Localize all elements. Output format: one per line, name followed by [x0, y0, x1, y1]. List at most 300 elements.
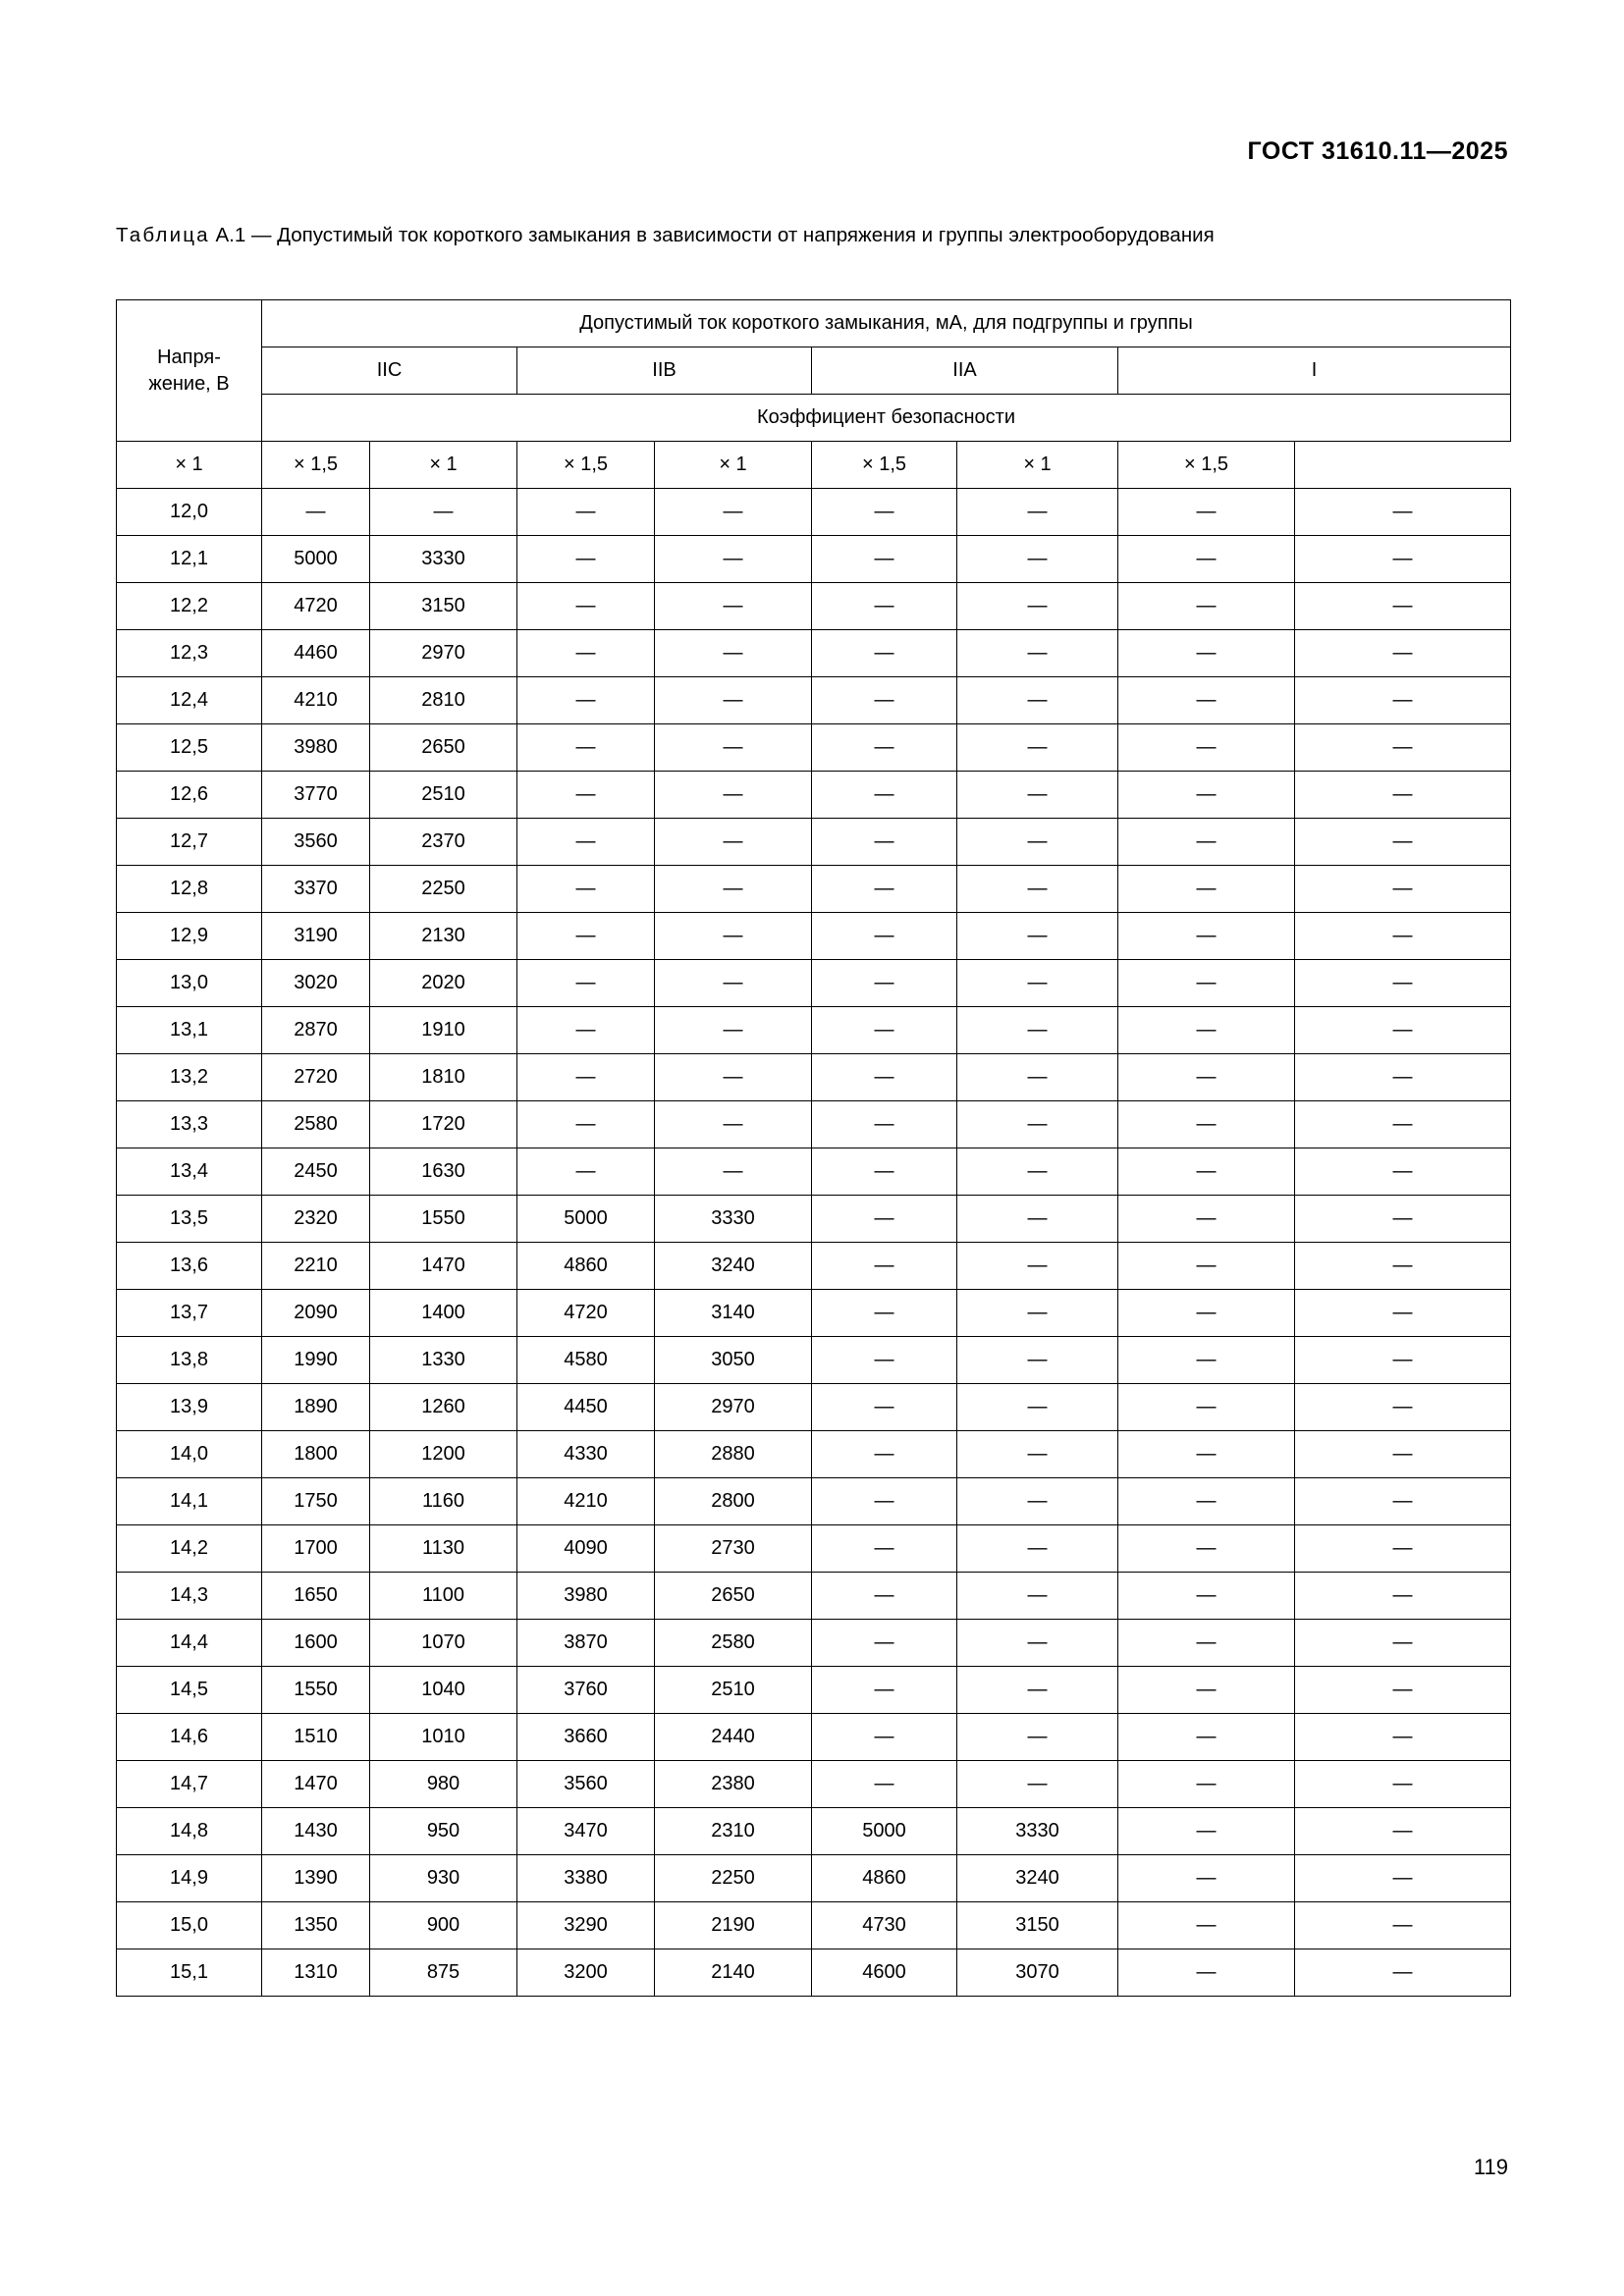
cell-current-4: —: [812, 866, 957, 913]
cell-current-4: —: [812, 489, 957, 536]
cell-current-5: —: [957, 1243, 1118, 1290]
header-factor-3: × 1,5: [517, 442, 655, 489]
cell-current-1: 1010: [370, 1714, 517, 1761]
cell-current-6: —: [1118, 1525, 1295, 1573]
cell-current-2: —: [517, 1054, 655, 1101]
cell-current-2: —: [517, 677, 655, 724]
table-header: [117, 300, 1511, 489]
cell-current-0: 3020: [262, 960, 370, 1007]
table-header-row-4: [117, 442, 1511, 489]
cell-current-3: —: [655, 819, 812, 866]
cell-current-5: —: [957, 1714, 1118, 1761]
table-row: [117, 536, 1511, 583]
cell-current-5: —: [957, 724, 1118, 772]
cell-current-1: —: [370, 489, 517, 536]
table-a1: [116, 299, 1511, 1997]
cell-current-7: —: [1295, 1054, 1511, 1101]
table-row: [117, 1573, 1511, 1620]
cell-current-2: —: [517, 1007, 655, 1054]
cell-current-3: 3330: [655, 1196, 812, 1243]
cell-current-6: —: [1118, 1337, 1295, 1384]
cell-current-2: 4090: [517, 1525, 655, 1573]
cell-current-4: —: [812, 1667, 957, 1714]
cell-current-6: —: [1118, 1054, 1295, 1101]
cell-voltage: 14,8: [117, 1808, 262, 1855]
cell-current-3: 2140: [655, 1949, 812, 1997]
cell-current-1: 1910: [370, 1007, 517, 1054]
cell-voltage: 13,2: [117, 1054, 262, 1101]
cell-voltage: 14,1: [117, 1478, 262, 1525]
cell-current-0: 1990: [262, 1337, 370, 1384]
cell-current-7: —: [1295, 1949, 1511, 1997]
cell-current-3: 2310: [655, 1808, 812, 1855]
cell-current-4: —: [812, 1525, 957, 1573]
cell-current-2: —: [517, 960, 655, 1007]
cell-current-7: —: [1295, 1667, 1511, 1714]
table-row: [117, 1902, 1511, 1949]
cell-current-1: 1130: [370, 1525, 517, 1573]
cell-current-1: 2020: [370, 960, 517, 1007]
cell-current-6: —: [1118, 1384, 1295, 1431]
cell-current-0: 1350: [262, 1902, 370, 1949]
cell-current-2: 4720: [517, 1290, 655, 1337]
cell-voltage: 13,1: [117, 1007, 262, 1054]
cell-current-0: 2720: [262, 1054, 370, 1101]
cell-current-4: —: [812, 677, 957, 724]
cell-current-3: 2730: [655, 1525, 812, 1573]
cell-current-0: 4210: [262, 677, 370, 724]
cell-voltage: 14,0: [117, 1431, 262, 1478]
cell-current-5: —: [957, 1196, 1118, 1243]
cell-current-1: 2370: [370, 819, 517, 866]
cell-current-1: 2650: [370, 724, 517, 772]
cell-current-1: 1200: [370, 1431, 517, 1478]
cell-current-3: —: [655, 960, 812, 1007]
cell-current-1: 930: [370, 1855, 517, 1902]
cell-current-5: —: [957, 1101, 1118, 1148]
cell-current-7: —: [1295, 1101, 1511, 1148]
cell-current-2: —: [517, 1148, 655, 1196]
cell-current-7: —: [1295, 677, 1511, 724]
cell-current-5: —: [957, 1431, 1118, 1478]
cell-current-2: —: [517, 1101, 655, 1148]
page-header-standard: ГОСТ 31610.11—2025: [1247, 137, 1508, 165]
cell-current-2: —: [517, 913, 655, 960]
cell-current-6: —: [1118, 1761, 1295, 1808]
cell-current-6: —: [1118, 536, 1295, 583]
cell-current-0: 1390: [262, 1855, 370, 1902]
cell-current-0: 1430: [262, 1808, 370, 1855]
cell-current-6: —: [1118, 819, 1295, 866]
header-voltage: [117, 300, 262, 442]
cell-current-1: 1160: [370, 1478, 517, 1525]
cell-current-0: 1550: [262, 1667, 370, 1714]
cell-current-4: —: [812, 630, 957, 677]
cell-voltage: 14,4: [117, 1620, 262, 1667]
cell-current-0: 3560: [262, 819, 370, 866]
cell-current-2: —: [517, 819, 655, 866]
cell-current-5: —: [957, 960, 1118, 1007]
cell-current-2: —: [517, 489, 655, 536]
cell-current-5: —: [957, 772, 1118, 819]
cell-current-4: 4860: [812, 1855, 957, 1902]
cell-voltage: 14,9: [117, 1855, 262, 1902]
header-group-iib: IIB: [517, 347, 812, 395]
cell-current-3: 2190: [655, 1902, 812, 1949]
cell-current-5: —: [957, 583, 1118, 630]
table-row: [117, 1101, 1511, 1148]
cell-current-2: —: [517, 772, 655, 819]
cell-current-1: 1550: [370, 1196, 517, 1243]
cell-current-7: —: [1295, 960, 1511, 1007]
cell-current-3: 2800: [655, 1478, 812, 1525]
table-a1-container: [116, 299, 1510, 1997]
cell-current-0: 1310: [262, 1949, 370, 1997]
cell-current-4: —: [812, 1714, 957, 1761]
cell-current-1: 1720: [370, 1101, 517, 1148]
cell-current-7: —: [1295, 1290, 1511, 1337]
header-group-i: I: [1118, 347, 1511, 395]
cell-current-5: —: [957, 1007, 1118, 1054]
cell-current-5: —: [957, 1478, 1118, 1525]
cell-current-7: —: [1295, 866, 1511, 913]
header-factor-5: × 1,5: [812, 442, 957, 489]
table-caption-text: А.1 — Допустимый ток короткого замыкания в зависимости от напряжения и группы электрооборудования: [215, 224, 1215, 246]
cell-current-6: —: [1118, 1808, 1295, 1855]
cell-current-7: —: [1295, 1478, 1511, 1525]
cell-current-1: 900: [370, 1902, 517, 1949]
cell-current-2: 4210: [517, 1478, 655, 1525]
cell-current-4: —: [812, 1290, 957, 1337]
cell-current-1: 980: [370, 1761, 517, 1808]
table-row: [117, 772, 1511, 819]
cell-current-6: —: [1118, 1902, 1295, 1949]
table-row: [117, 1808, 1511, 1855]
table-row: [117, 489, 1511, 536]
cell-current-0: 5000: [262, 536, 370, 583]
cell-current-5: 3150: [957, 1902, 1118, 1949]
cell-current-7: —: [1295, 1855, 1511, 1902]
table-row: [117, 1148, 1511, 1196]
cell-current-2: 3560: [517, 1761, 655, 1808]
cell-current-5: —: [957, 819, 1118, 866]
cell-current-1: 1070: [370, 1620, 517, 1667]
page-number: 119: [1473, 2155, 1508, 2179]
cell-current-3: 2440: [655, 1714, 812, 1761]
cell-current-2: —: [517, 630, 655, 677]
cell-current-7: —: [1295, 1384, 1511, 1431]
cell-current-5: —: [957, 1667, 1118, 1714]
cell-current-0: 1600: [262, 1620, 370, 1667]
cell-voltage: 13,4: [117, 1148, 262, 1196]
cell-current-6: —: [1118, 1949, 1295, 1997]
cell-current-7: —: [1295, 536, 1511, 583]
cell-current-7: —: [1295, 1573, 1511, 1620]
cell-current-6: —: [1118, 772, 1295, 819]
table-row: [117, 1761, 1511, 1808]
cell-current-7: —: [1295, 913, 1511, 960]
cell-current-7: —: [1295, 1337, 1511, 1384]
cell-voltage: 12,5: [117, 724, 262, 772]
cell-current-4: —: [812, 1431, 957, 1478]
table-row: [117, 1007, 1511, 1054]
cell-current-3: 3050: [655, 1337, 812, 1384]
cell-current-5: —: [957, 913, 1118, 960]
cell-current-7: —: [1295, 1431, 1511, 1478]
cell-voltage: 13,9: [117, 1384, 262, 1431]
cell-current-4: 5000: [812, 1808, 957, 1855]
cell-current-4: —: [812, 960, 957, 1007]
cell-current-0: 1750: [262, 1478, 370, 1525]
table-row: [117, 1855, 1511, 1902]
cell-current-7: —: [1295, 583, 1511, 630]
cell-current-1: 1400: [370, 1290, 517, 1337]
table-row: [117, 1337, 1511, 1384]
cell-voltage: 15,0: [117, 1902, 262, 1949]
cell-current-3: 3140: [655, 1290, 812, 1337]
cell-current-2: 3760: [517, 1667, 655, 1714]
cell-voltage: 12,8: [117, 866, 262, 913]
cell-current-6: —: [1118, 1101, 1295, 1148]
cell-current-1: 3150: [370, 583, 517, 630]
cell-current-4: —: [812, 1054, 957, 1101]
cell-current-6: —: [1118, 1007, 1295, 1054]
cell-current-7: —: [1295, 772, 1511, 819]
cell-current-4: —: [812, 1620, 957, 1667]
table-row: [117, 1196, 1511, 1243]
cell-current-5: 3330: [957, 1808, 1118, 1855]
cell-current-2: —: [517, 583, 655, 630]
cell-current-7: —: [1295, 1620, 1511, 1667]
cell-current-7: —: [1295, 1808, 1511, 1855]
cell-current-2: 3470: [517, 1808, 655, 1855]
cell-voltage: 13,7: [117, 1290, 262, 1337]
cell-current-6: —: [1118, 724, 1295, 772]
cell-current-2: 4860: [517, 1243, 655, 1290]
cell-current-2: 3660: [517, 1714, 655, 1761]
cell-current-2: 4450: [517, 1384, 655, 1431]
table-row: [117, 1054, 1511, 1101]
cell-voltage: 12,3: [117, 630, 262, 677]
cell-current-0: 1470: [262, 1761, 370, 1808]
cell-current-0: 4460: [262, 630, 370, 677]
cell-current-6: —: [1118, 630, 1295, 677]
cell-current-0: 2320: [262, 1196, 370, 1243]
header-factor-0: × 1: [117, 442, 262, 489]
cell-voltage: 13,6: [117, 1243, 262, 1290]
cell-current-3: 2380: [655, 1761, 812, 1808]
cell-current-2: 4330: [517, 1431, 655, 1478]
cell-current-5: —: [957, 1054, 1118, 1101]
cell-current-4: —: [812, 1478, 957, 1525]
cell-voltage: 13,8: [117, 1337, 262, 1384]
cell-current-1: 1040: [370, 1667, 517, 1714]
cell-current-2: 4580: [517, 1337, 655, 1384]
cell-current-0: 3190: [262, 913, 370, 960]
table-row: [117, 1384, 1511, 1431]
cell-current-1: 1630: [370, 1148, 517, 1196]
cell-current-1: 2510: [370, 772, 517, 819]
cell-current-1: 2130: [370, 913, 517, 960]
cell-current-3: —: [655, 489, 812, 536]
cell-current-3: —: [655, 630, 812, 677]
cell-current-5: —: [957, 1148, 1118, 1196]
cell-current-4: 4600: [812, 1949, 957, 1997]
cell-current-6: —: [1118, 1243, 1295, 1290]
cell-current-0: 3370: [262, 866, 370, 913]
cell-current-2: 3290: [517, 1902, 655, 1949]
cell-voltage: 12,6: [117, 772, 262, 819]
header-factor-2: × 1: [370, 442, 517, 489]
cell-current-0: 1700: [262, 1525, 370, 1573]
cell-current-1: 875: [370, 1949, 517, 1997]
cell-current-1: 1330: [370, 1337, 517, 1384]
cell-current-6: —: [1118, 1667, 1295, 1714]
cell-current-4: —: [812, 1337, 957, 1384]
cell-current-1: 2250: [370, 866, 517, 913]
table-row: [117, 1431, 1511, 1478]
cell-current-4: —: [812, 772, 957, 819]
cell-current-4: —: [812, 1101, 957, 1148]
cell-current-0: 3770: [262, 772, 370, 819]
table-row: [117, 1949, 1511, 1997]
table-row: [117, 1290, 1511, 1337]
cell-voltage: 15,1: [117, 1949, 262, 1997]
cell-current-6: —: [1118, 1478, 1295, 1525]
cell-current-3: 2650: [655, 1573, 812, 1620]
cell-current-7: —: [1295, 1196, 1511, 1243]
cell-current-4: —: [812, 583, 957, 630]
cell-current-6: —: [1118, 677, 1295, 724]
table-row: [117, 677, 1511, 724]
cell-current-5: —: [957, 536, 1118, 583]
cell-current-1: 1810: [370, 1054, 517, 1101]
cell-current-5: 3240: [957, 1855, 1118, 1902]
header-voltage-line1: Напря-: [157, 346, 221, 368]
cell-voltage: 14,2: [117, 1525, 262, 1573]
cell-current-5: —: [957, 1290, 1118, 1337]
cell-current-5: —: [957, 1337, 1118, 1384]
cell-current-7: —: [1295, 1007, 1511, 1054]
cell-current-5: —: [957, 1620, 1118, 1667]
cell-current-0: 2580: [262, 1101, 370, 1148]
cell-current-0: 1510: [262, 1714, 370, 1761]
cell-current-3: —: [655, 1007, 812, 1054]
header-voltage-line2: жение, В: [148, 372, 230, 395]
cell-current-4: —: [812, 1148, 957, 1196]
cell-voltage: 14,3: [117, 1573, 262, 1620]
header-factor-1: × 1,5: [262, 442, 370, 489]
cell-current-5: —: [957, 1761, 1118, 1808]
cell-current-4: —: [812, 1384, 957, 1431]
cell-current-1: 1470: [370, 1243, 517, 1290]
cell-current-6: —: [1118, 866, 1295, 913]
cell-voltage: 12,2: [117, 583, 262, 630]
cell-current-6: —: [1118, 913, 1295, 960]
cell-current-6: —: [1118, 1196, 1295, 1243]
cell-current-7: —: [1295, 819, 1511, 866]
header-group-iia: IIA: [812, 347, 1118, 395]
cell-current-4: —: [812, 913, 957, 960]
header-factor-6: × 1: [957, 442, 1118, 489]
cell-current-7: —: [1295, 1243, 1511, 1290]
cell-current-1: 1100: [370, 1573, 517, 1620]
cell-current-6: —: [1118, 1148, 1295, 1196]
cell-current-6: —: [1118, 1573, 1295, 1620]
cell-current-5: —: [957, 1384, 1118, 1431]
table-row: [117, 630, 1511, 677]
cell-current-0: 2210: [262, 1243, 370, 1290]
cell-current-1: 2810: [370, 677, 517, 724]
cell-current-3: —: [655, 1054, 812, 1101]
cell-current-1: 950: [370, 1808, 517, 1855]
cell-current-4: —: [812, 1761, 957, 1808]
cell-current-0: —: [262, 489, 370, 536]
cell-current-7: —: [1295, 1148, 1511, 1196]
header-factor-7: × 1,5: [1118, 442, 1295, 489]
cell-current-0: 1650: [262, 1573, 370, 1620]
cell-current-1: 3330: [370, 536, 517, 583]
cell-voltage: 12,4: [117, 677, 262, 724]
table-row: [117, 866, 1511, 913]
table-body: [117, 489, 1511, 1997]
cell-current-4: —: [812, 536, 957, 583]
cell-current-1: 2970: [370, 630, 517, 677]
table-row: [117, 1243, 1511, 1290]
table-row: [117, 1525, 1511, 1573]
cell-current-3: 2510: [655, 1667, 812, 1714]
cell-current-2: —: [517, 536, 655, 583]
cell-current-6: —: [1118, 960, 1295, 1007]
cell-current-0: 1800: [262, 1431, 370, 1478]
cell-current-3: —: [655, 1148, 812, 1196]
cell-voltage: 12,9: [117, 913, 262, 960]
cell-current-5: —: [957, 677, 1118, 724]
cell-current-3: —: [655, 583, 812, 630]
table-caption-label: Таблица: [116, 224, 210, 246]
cell-current-3: —: [655, 913, 812, 960]
cell-current-5: 3070: [957, 1949, 1118, 1997]
cell-current-7: —: [1295, 724, 1511, 772]
cell-current-3: 2580: [655, 1620, 812, 1667]
cell-current-0: 2090: [262, 1290, 370, 1337]
cell-current-0: 2870: [262, 1007, 370, 1054]
cell-current-3: —: [655, 1101, 812, 1148]
cell-current-3: 2880: [655, 1431, 812, 1478]
cell-current-5: —: [957, 489, 1118, 536]
cell-current-3: —: [655, 677, 812, 724]
cell-current-4: —: [812, 1196, 957, 1243]
cell-voltage: 13,3: [117, 1101, 262, 1148]
cell-current-3: 3240: [655, 1243, 812, 1290]
cell-current-5: —: [957, 630, 1118, 677]
header-factor-4: × 1: [655, 442, 812, 489]
cell-current-3: —: [655, 866, 812, 913]
table-row: [117, 960, 1511, 1007]
cell-current-2: 3200: [517, 1949, 655, 1997]
cell-voltage: 12,0: [117, 489, 262, 536]
cell-current-0: 1890: [262, 1384, 370, 1431]
table-header-row-3: [117, 395, 1511, 442]
cell-current-2: —: [517, 724, 655, 772]
cell-current-2: 5000: [517, 1196, 655, 1243]
cell-current-7: —: [1295, 1902, 1511, 1949]
cell-current-3: —: [655, 536, 812, 583]
cell-current-7: —: [1295, 630, 1511, 677]
header-safety-coefficient: Коэффициент безопасности: [262, 395, 1511, 442]
table-row: [117, 583, 1511, 630]
cell-voltage: 14,5: [117, 1667, 262, 1714]
